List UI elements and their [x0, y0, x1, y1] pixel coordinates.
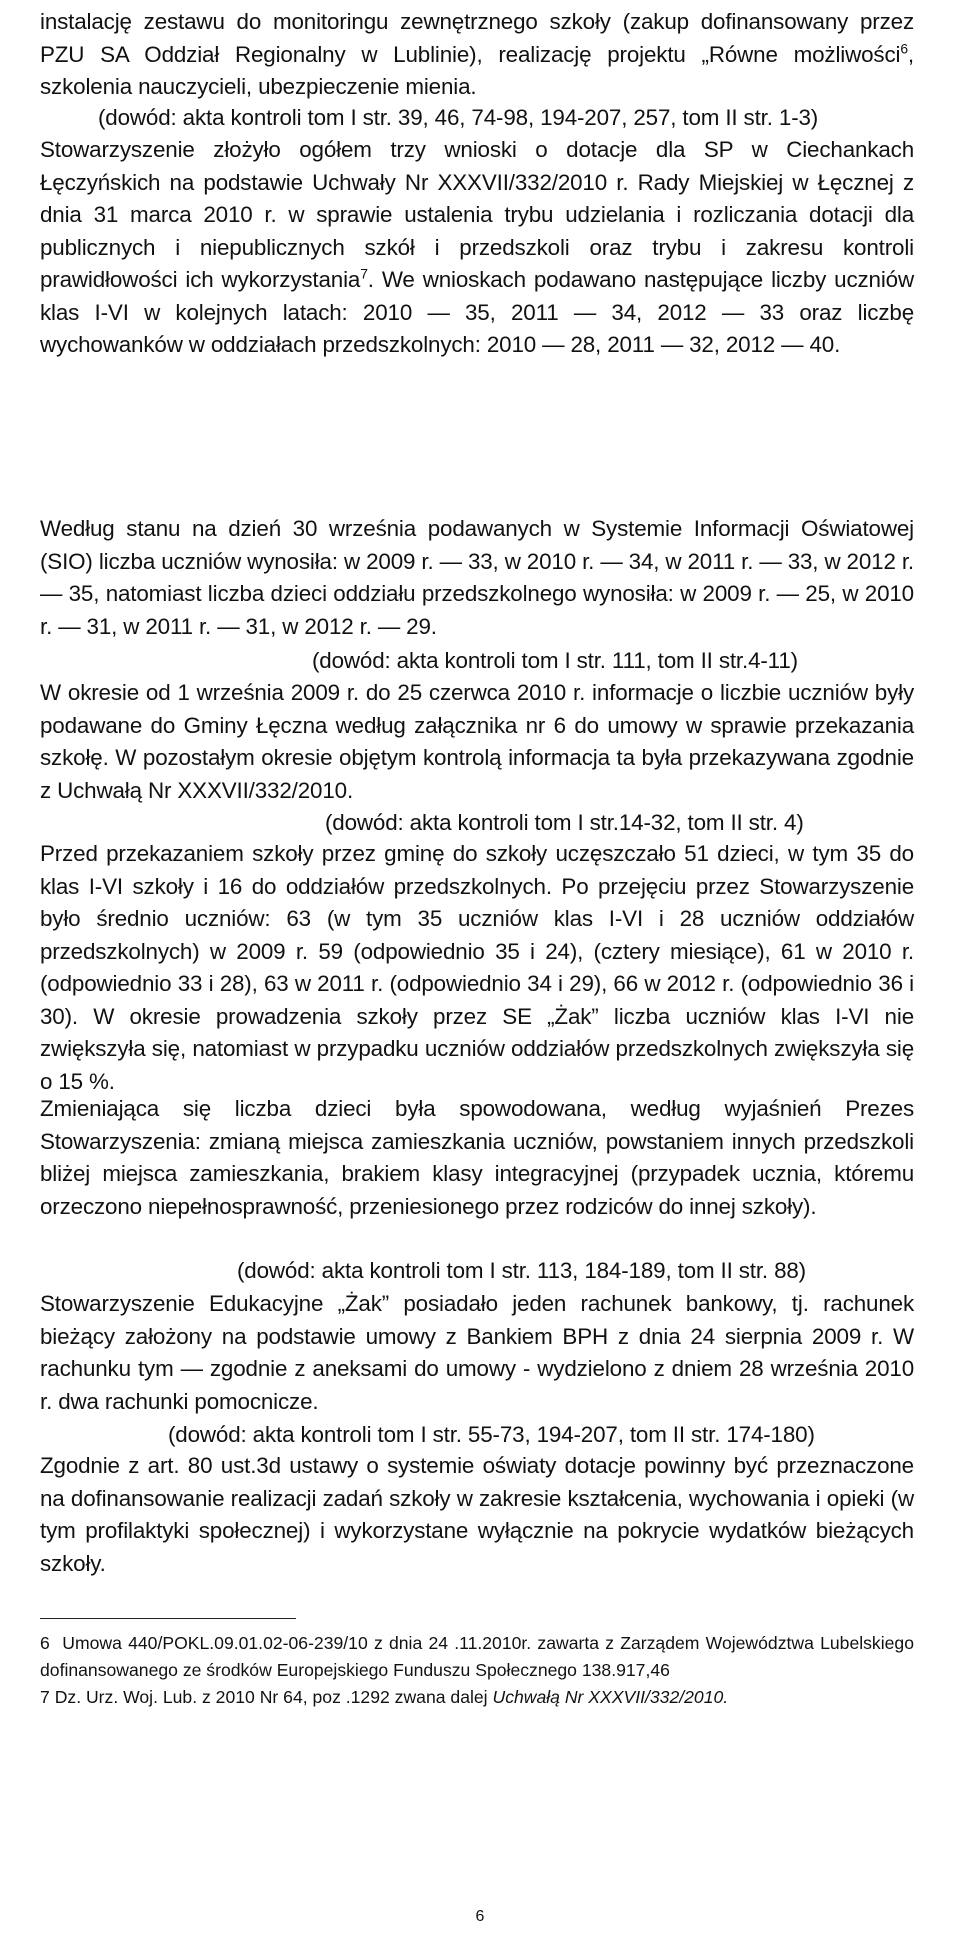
paragraph-grant-applications: [40, 134, 914, 362]
paragraph-text-end: , szkolenia nauczycieli, ubezpieczenie mienia.: [40, 41, 914, 99]
paragraph-text: W okresie od 1 września 2009 r. do 25 czerwca 2010 r. informacje o liczbie uczniów były podawane do Gminy Łęczna według załącznika nr 6 do umowy w sprawie przekazania szkołę. W pozostałym okresie objętym kontrolą informacja ta była przekazywana zgodnie z Uchwałą Nr XXXVII/332/2010.: [40, 680, 914, 803]
paragraph-text: Stowarzyszenie Edukacyjne „Żak” posiadało jeden rachunek bankowy, tj. rachunek bieżący założony na podstawie umowy z Bankiem BPH z dnia 24 sierpnia 2009 r. W rachunku tym — zgodnie z aneksami do umowy - wydzielono z dniem 28 września 2010 r. dwa rachunki pomocnicze.: [40, 1291, 914, 1414]
paragraph-text: Zmieniająca się liczba dzieci była spowodowana, według wyjaśnień Prezes Stowarzyszenia: zmianą miejsca zamieszkania uczniów, powstaniem innych przedszkoli bliżej miejsca zamieszkania, brakiem klasy integracyjnej (przypadek ucznia, któremu orzeczono niepełnosprawność, przeniesionego przez rodziców do innej szkoły).: [40, 1096, 914, 1219]
evidence-citation: (dowód: akta kontroli tom I str. 113, 184-189, tom II str. 88): [237, 1258, 806, 1283]
paragraph-monitoring: [40, 6, 914, 104]
paragraph-text-end: . We wnioskach podawano następujące liczby uczniów klas I-VI w kolejnych latach: 2010 — 35, 2011 — 34, 2012 — 33 oraz liczbę wychowanków w oddziałach przedszkolnych: 2010 — 28, 2011 — 32, 2012 — 40.: [40, 267, 914, 357]
footnote-text-italic: Uchwałą Nr XXXVII/332/2010.: [492, 1687, 729, 1707]
footnote-ref-6[interactable]: 6: [900, 40, 908, 57]
evidence-citation: (dowód: akta kontroli tom I str. 111, tom II str.4-11): [312, 648, 798, 673]
footnote-number: 6: [40, 1633, 50, 1653]
footnote-7: [40, 1684, 914, 1711]
footnote-text: Dz. Urz. Woj. Lub. z 2010 Nr 64, poz .1292 zwana dalej: [54, 1687, 493, 1707]
paragraph-reporting-period: [40, 677, 914, 807]
paragraph-text: Przed przekazaniem szkoły przez gminę do szkoły uczęszczało 51 dzieci, w tym 35 do klas I-VI szkoły i 16 do oddziałów przedszkolnych. Po przejęciu przez Stowarzyszenie było średnio uczniów: 63 (w tym 35 uczniów klas I-VI i 28 uczniów oddziałów przedszkolnych) w 2009 r. 59 (odpowiednio 35 i 24), (cztery miesiące), 61 w 2010 r. (odpowiednio 33 i 28), 63 w 2011 r. (odpowiednio 34 i 29), 66 w 2012 r. (odpowiednio 36 i 30). W okresie prowadzenia szkoły przez SE „Żak” liczba uczniów klas I-VI nie zwiększyła się, natomiast w przypadku uczniów oddziałów przedszkolnych zwiększyła się o 15 %.: [40, 841, 914, 1094]
paragraph-text: Zgodnie z art. 80 ust.3d ustawy o systemie oświaty dotacje powinny być przeznaczone na dofinansowanie realizacji zadań szkoły w zakresie kształcenia, wychowania i opieki (w tym profilaktyki społecznej) i wykorzystane wyłącznie na pokrycie wydatków bieżących szkoły.: [40, 1453, 914, 1576]
paragraph-bank-account: [40, 1288, 914, 1418]
evidence-citation: (dowód: akta kontroli tom I str. 55-73, 194-207, tom II str. 174-180): [168, 1422, 815, 1447]
footnote-separator: [40, 1618, 296, 1619]
page-number: 6: [475, 1908, 485, 1925]
evidence-citation: (dowód: akta kontroli tom I str. 39, 46, 74-98, 194-207, 257, tom II str. 1-3): [98, 105, 819, 130]
footnote-ref-7[interactable]: 7: [360, 265, 368, 282]
paragraph-education-act: [40, 1450, 914, 1580]
footnote-number: 7: [40, 1687, 50, 1707]
paragraph-text: Stowarzyszenie złożyło ogółem trzy wnioski o dotacje dla SP w Ciechankach Łęczyńskich na podstawie Uchwały Nr XXXVII/332/2010 r. Rady Miejskiej w Łęcznej z dnia 31 marca 2010 r. w sprawie ustalenia trybu udzielania i rozliczania dotacji dla publicznych i niepublicznych szkół i przedszkoli oraz trybu i zakresu kontroli prawidłowości ich wykorzystania: [40, 137, 914, 292]
paragraph-explanation: [40, 1093, 914, 1223]
footnote-6: [40, 1630, 914, 1684]
footnotes: [40, 1630, 914, 1711]
paragraph-text: instalację zestawu do monitoringu zewnętrznego szkoły (zakup dofinansowany przez PZU SA Oddział Regionalny w Lublinie), realizację projektu „Równe możliwości: [40, 9, 914, 67]
paragraph-text: Według stanu na dzień 30 września podawanych w Systemie Informacji Oświatowej (SIO) liczba uczniów wynosiła: w 2009 r. — 33, w 2010 r. — 34, w 2011 r. — 33, w 2012 r. — 35, natomiast liczba dzieci oddziału przedszkolnego wynosiła: w 2009 r. — 25, w 2010 r. — 31, w 2011 r. — 31, w 2012 r. — 29.: [40, 516, 914, 639]
footnote-text: Umowa 440/POKL.09.01.02-06-239/10 z dnia 24 .11.2010r. zawarta z Zarządem Województwa Lubelskiego dofinansowanego ze środków Europejskiego Funduszu Społecznego 138.917,46: [40, 1633, 914, 1680]
paragraph-pupil-numbers: [40, 838, 914, 1098]
evidence-citation: (dowód: akta kontroli tom I str.14-32, tom II str. 4): [325, 810, 804, 835]
paragraph-sio-status: [40, 513, 914, 643]
